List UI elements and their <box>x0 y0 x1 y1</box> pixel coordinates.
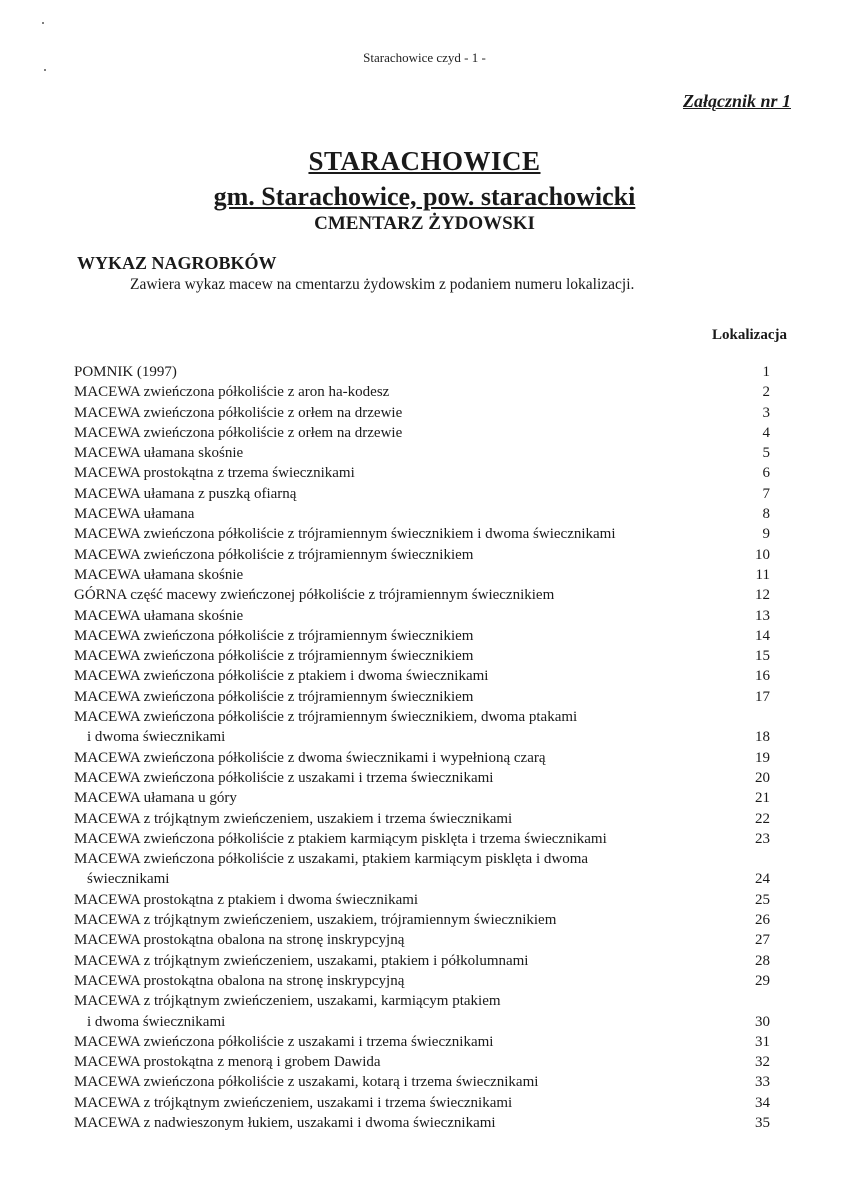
list-item <box>74 565 774 585</box>
list-item <box>74 1093 774 1113</box>
scan-speck <box>42 22 44 24</box>
entry-location-number: 25 <box>755 891 770 908</box>
entry-description: MACEWA zwieńczona półkoliście z dwoma świecznikami i wypełnioną czarą <box>74 749 546 766</box>
entry-location-number: 12 <box>755 587 770 604</box>
list-item <box>74 403 774 423</box>
entry-location-number: 8 <box>762 506 770 523</box>
list-item <box>74 809 774 829</box>
entry-location-number: 16 <box>755 668 770 685</box>
list-item <box>74 829 774 849</box>
entry-description: MACEWA prostokątna obalona na stronę inskrypcyjną <box>74 932 405 949</box>
entry-description-continuation: świecznikami <box>87 871 170 888</box>
entry-location-number: 34 <box>755 1094 770 1111</box>
entry-description: MACEWA zwieńczona półkoliście z trójramiennym świecznikiem i dwoma świecznikami <box>74 526 616 543</box>
running-header: Starachowice czyd - 1 - <box>363 50 486 65</box>
entry-location-number: 17 <box>755 688 770 705</box>
entry-location-number: 31 <box>755 1033 770 1050</box>
entry-description: MACEWA zwieńczona półkoliście z uszakami i trzema świecznikami <box>74 769 494 786</box>
list-item <box>74 443 774 463</box>
entry-description: MACEWA zwieńczona półkoliście z orłem na drzewie <box>74 404 403 421</box>
entry-description: MACEWA zwieńczona półkoliście z ptakiem karmiącym pisklęta i trzema świecznikami <box>74 830 607 847</box>
entry-description: MACEWA ułamana z puszką ofiarną <box>74 485 297 502</box>
list-item <box>74 484 774 504</box>
entry-location-number: 28 <box>755 952 770 969</box>
entry-location-number: 33 <box>755 1074 770 1091</box>
entry-description: GÓRNA część macewy zwieńczonej półkoliście z trójramiennym świecznikiem <box>74 587 555 604</box>
entry-description: MACEWA prostokątna z ptakiem i dwoma świecznikami <box>74 891 419 908</box>
entry-description: MACEWA zwieńczona półkoliście z trójramiennym świecznikiem <box>74 648 474 665</box>
list-item <box>74 1032 774 1052</box>
list-heading: WYKAZ NAGROBKÓW <box>77 253 277 273</box>
entry-location-number: 19 <box>755 749 770 766</box>
entry-description: MACEWA ułamana u góry <box>74 790 237 807</box>
page-subtitle: gm. Starachowice, pow. starachowicki <box>213 182 636 211</box>
entry-location-number: 5 <box>762 445 770 462</box>
list-item <box>74 382 774 402</box>
entry-location-number: 14 <box>755 627 770 644</box>
section-title: CMENTARZ ŻYDOWSKI <box>314 213 535 234</box>
list-item <box>74 890 774 910</box>
entry-location-number: 18 <box>755 729 770 746</box>
list-item <box>74 748 774 768</box>
list-item <box>74 991 774 1032</box>
scan-speck <box>44 69 46 71</box>
list-item <box>74 1052 774 1072</box>
entry-description: MACEWA zwieńczona półkoliście z orłem na drzewie <box>74 424 403 441</box>
list-item <box>74 930 774 950</box>
entry-description: MACEWA z trójkątnym zwieńczeniem, uszakami, ptakiem i półkolumnami <box>74 952 529 969</box>
list-description: Zawiera wykaz macew na cmentarzu żydowskim z podaniem numeru lokalizacji. <box>130 276 635 293</box>
list-item <box>74 362 774 382</box>
entry-description-continuation: i dwoma świecznikami <box>87 1013 226 1030</box>
list-item <box>74 910 774 930</box>
entry-location-number: 15 <box>755 648 770 665</box>
entry-description: MACEWA zwieńczona półkoliście z uszakami i trzema świecznikami <box>74 1033 494 1050</box>
list-item <box>74 849 774 890</box>
location-column-header: Lokalizacja <box>712 327 787 343</box>
entry-description: MACEWA zwieńczona półkoliście z trójramiennym świecznikiem <box>74 688 474 705</box>
entry-description: MACEWA z trójkątnym zwieńczeniem, uszakami, karmiącym ptakiem <box>74 993 501 1010</box>
entry-description: MACEWA prostokątna z menorą i grobem Dawida <box>74 1054 381 1071</box>
entry-location-number: 24 <box>755 871 770 888</box>
entry-location-number: 22 <box>755 810 770 827</box>
entry-description-continuation: i dwoma świecznikami <box>87 729 226 746</box>
entry-description: MACEWA ułamana skośnie <box>74 445 244 462</box>
list-item <box>74 1072 774 1092</box>
entry-location-number: 29 <box>755 972 770 989</box>
entry-location-number: 27 <box>755 932 770 949</box>
entry-location-number: 6 <box>762 465 770 482</box>
list-item <box>74 463 774 483</box>
entry-location-number: 1 <box>762 364 770 380</box>
entry-description: MACEWA zwieńczona półkoliście z ptakiem i dwoma świecznikami <box>74 668 489 685</box>
list-item <box>74 666 774 686</box>
entry-location-number: 35 <box>755 1114 770 1131</box>
entry-location-number: 30 <box>755 1013 770 1030</box>
entry-description: MACEWA z trójkątnym zwieńczeniem, uszakiem i trzema świecznikami <box>74 810 513 827</box>
entry-description: MACEWA zwieńczona półkoliście z uszakami, kotarą i trzema świecznikami <box>74 1074 539 1091</box>
entry-description: MACEWA prostokątna obalona na stronę inskrypcyjną <box>74 972 405 989</box>
entry-description: MACEWA zwieńczona półkoliście z uszakami, ptakiem karmiącym pisklęta i dwoma <box>74 851 589 868</box>
list-item <box>74 971 774 991</box>
entry-location-number: 20 <box>755 769 770 786</box>
entry-location-number: 7 <box>762 485 770 502</box>
list-item <box>74 423 774 443</box>
list-item <box>74 524 774 544</box>
list-item <box>74 504 774 524</box>
entry-description: MACEWA ułamana <box>74 506 195 523</box>
entry-location-number: 13 <box>755 607 770 624</box>
entry-description: MACEWA zwieńczona półkoliście z trójramiennym świecznikiem, dwoma ptakami <box>74 709 578 726</box>
entry-description: MACEWA ułamana skośnie <box>74 607 244 624</box>
list-item <box>74 768 774 788</box>
entry-location-number: 21 <box>755 790 770 807</box>
list-item <box>74 687 774 707</box>
attachment-label: Załącznik nr 1 <box>682 91 791 111</box>
entry-location-number: 26 <box>755 912 770 929</box>
entry-description: MACEWA zwieńczona półkoliście z trójramiennym świecznikiem <box>74 546 474 563</box>
entry-location-number: 23 <box>755 830 770 847</box>
entry-location-number: 10 <box>755 546 770 563</box>
list-item <box>74 585 774 605</box>
list-item <box>74 626 774 646</box>
entry-location-number: 3 <box>762 404 770 421</box>
list-item <box>74 788 774 808</box>
list-item <box>74 707 774 748</box>
entry-location-number: 32 <box>755 1054 770 1071</box>
entry-description: MACEWA z trójkątnym zwieńczeniem, uszakiem, trójramiennym świecznikiem <box>74 912 557 929</box>
list-item <box>74 646 774 666</box>
entry-description: MACEWA zwieńczona półkoliście z trójramiennym świecznikiem <box>74 627 474 644</box>
list-item <box>74 1113 774 1133</box>
list-item <box>74 606 774 626</box>
entry-description: MACEWA ułamana skośnie <box>74 566 244 583</box>
entry-description: MACEWA prostokątna z trzema świecznikami <box>74 465 355 482</box>
entry-description: POMNIK (1997) <box>74 364 177 380</box>
entry-location-number: 2 <box>762 384 770 401</box>
tombstone-list <box>74 362 774 1133</box>
entry-description: MACEWA z trójkątnym zwieńczeniem, uszakami i trzema świecznikami <box>74 1094 513 1111</box>
page-title: STARACHOWICE <box>308 146 541 176</box>
list-item <box>74 545 774 565</box>
entry-location-number: 11 <box>755 566 770 583</box>
entry-location-number: 4 <box>762 424 770 441</box>
entry-description: MACEWA z nadwieszonym łukiem, uszakami i dwoma świecznikami <box>74 1114 496 1131</box>
list-item <box>74 951 774 971</box>
entry-location-number: 9 <box>762 526 770 543</box>
entry-description: MACEWA zwieńczona półkoliście z aron ha-kodesz <box>74 384 390 401</box>
